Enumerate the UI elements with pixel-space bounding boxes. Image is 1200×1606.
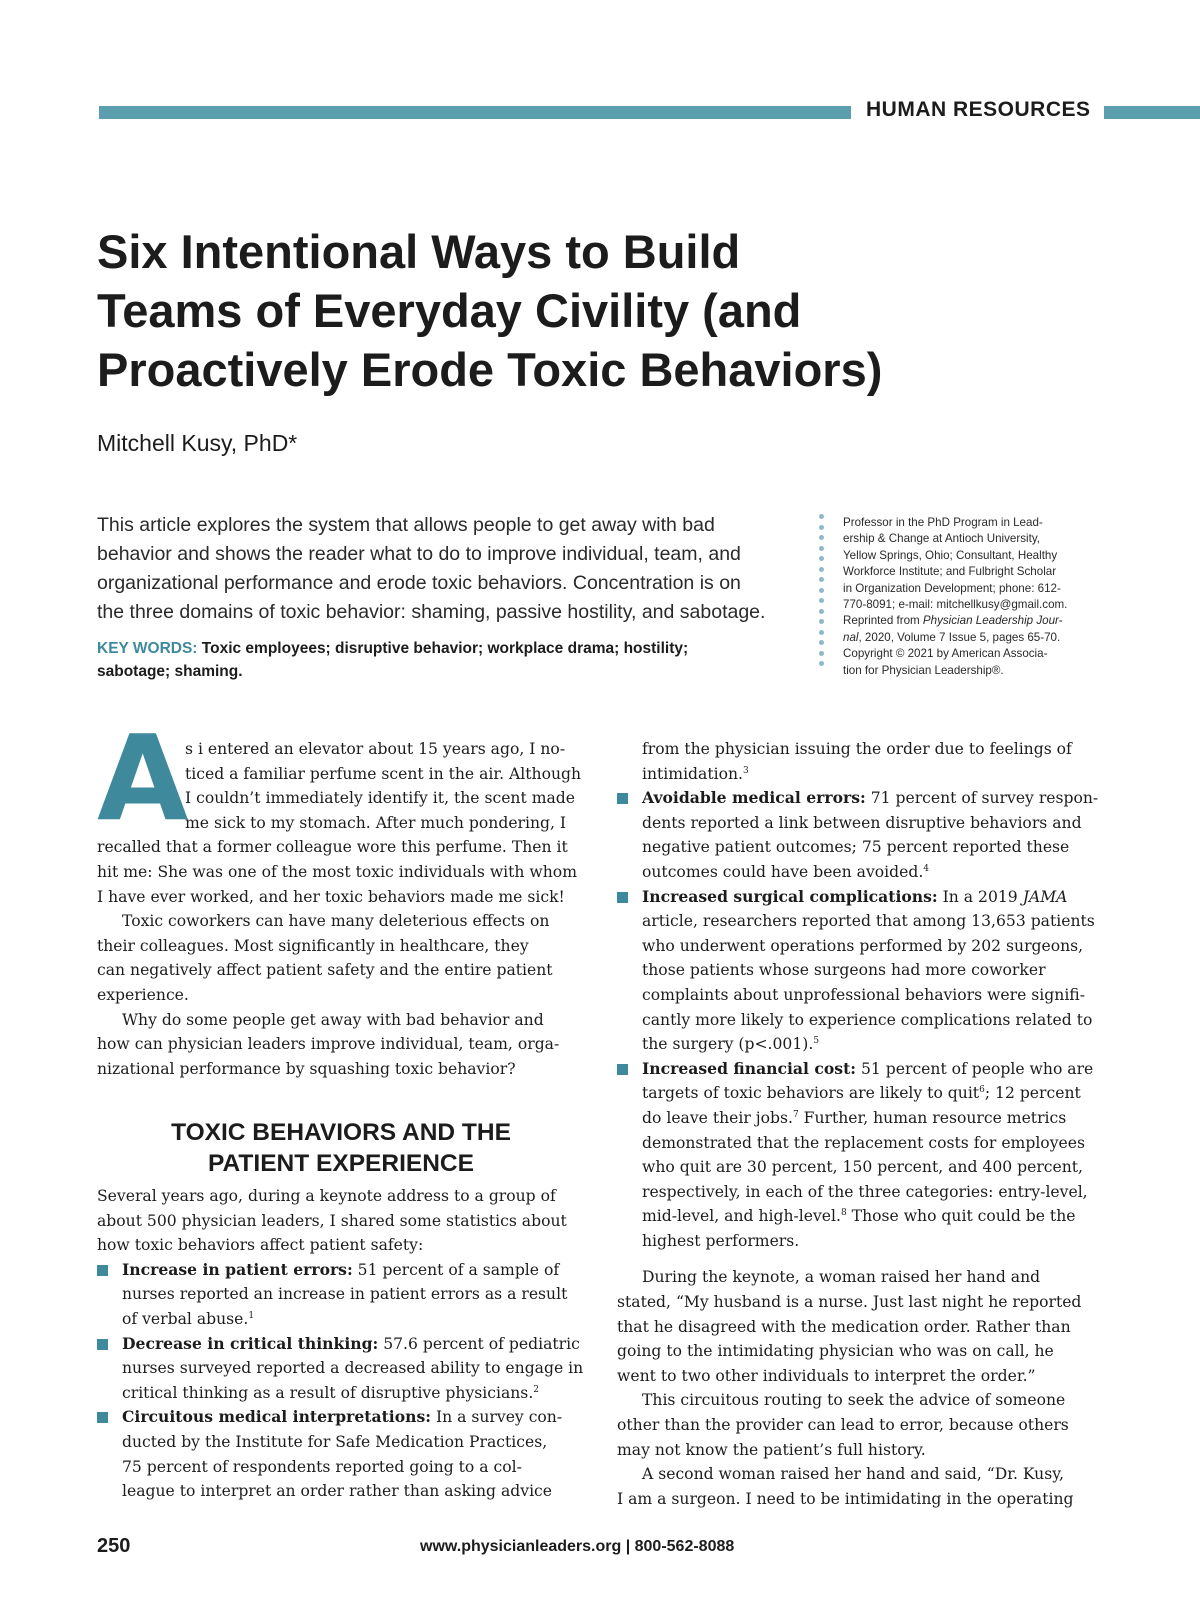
bullet-text: 71 percent of survey respon-: [865, 789, 1099, 808]
body-line: those patients whose surgeons had more coworker: [642, 961, 1046, 980]
bullet-square-icon: [617, 892, 628, 903]
abstract-line: the three domains of toxic behavior: shaming, passive hostility, and sabotage.: [97, 601, 766, 623]
body-line: nizational performance by squashing toxic behavior?: [97, 1059, 516, 1078]
affiliation-line: Workforce Institute; and Fulbright Scholar: [843, 565, 1057, 579]
body-line: how can physician leaders improve individual, team, orga-: [97, 1035, 560, 1054]
title-line: Six Intentional Ways to Build: [97, 225, 741, 278]
body-line: [97, 1307, 585, 1332]
title-line: Teams of Everyday Civility (and: [97, 284, 802, 337]
bullet-square-icon: [97, 1265, 108, 1276]
affiliation-line: [843, 613, 1103, 629]
body-line: from the physician issuing the order due to feelings of: [642, 740, 1072, 758]
body-line: cantly more likely to experience complications related to: [642, 1010, 1093, 1029]
body-line: respectively, in each of the three categories: entry-level,: [642, 1182, 1088, 1201]
bullet-text: critical thinking as a result of disruptive physicians.: [122, 1383, 534, 1402]
body-line: article, researchers reported that among 13,653 patients: [642, 912, 1095, 931]
footnote-ref: 8: [840, 1208, 847, 1219]
section-heading-line: PATIENT EXPERIENCE: [208, 1150, 474, 1177]
journal-name: nal: [843, 630, 859, 644]
body-line: hit me: She was one of the most toxic individuals with whom: [97, 862, 577, 881]
section-label: HUMAN RESOURCES: [866, 98, 1091, 121]
bullet-text: outcomes could have been avoided.: [642, 862, 924, 881]
body-line: ducted by the Institute for Safe Medication Practices,: [122, 1432, 548, 1451]
body-line: nurses reported an increase in patient errors as a result: [122, 1285, 568, 1304]
author-affiliation: [843, 515, 1103, 679]
body-line: [617, 1204, 1104, 1229]
dotted-divider: [819, 514, 825, 674]
body-line: dents reported a link between disruptive behaviors and: [642, 813, 1082, 832]
page-number: 250: [97, 1535, 131, 1557]
bullet-square-icon: [97, 1412, 108, 1423]
affiliation-line: [843, 630, 1103, 646]
bullet-text: mid-level, and high-level.: [642, 1207, 841, 1226]
article-title: [97, 222, 977, 399]
bullet-label: Decrease in critical thinking:: [122, 1333, 379, 1353]
bullet-item: [617, 786, 1104, 811]
bullet-text: 51 percent of people who are: [856, 1059, 1094, 1078]
footer-contact: www.physicianleaders.org | 800-562-8088: [420, 1538, 735, 1555]
footnote-ref: 5: [813, 1036, 820, 1047]
body-line: During the keynote, a woman raised her hand and: [642, 1268, 1041, 1287]
keywords-line: sabotage; shaming.: [97, 663, 243, 680]
bullet-text: ; 12 percent: [984, 1084, 1081, 1103]
bullet-text: targets of toxic behaviors are likely to quit: [642, 1084, 980, 1103]
affiliation-line: in Organization Development; phone: 612-: [843, 581, 1061, 595]
bullet-label: Increase in patient errors:: [122, 1259, 353, 1279]
bullet-item: [617, 885, 1104, 910]
bullet-label: Increased financial cost:: [642, 1058, 857, 1078]
body-line: going to the intimidating physician who was on call, he: [617, 1342, 1054, 1361]
body-line: demonstrated that the replacement costs for employees: [642, 1133, 1085, 1152]
bullet-label: Increased surgical complications:: [642, 886, 938, 906]
footnote-ref: 3: [742, 765, 749, 776]
paragraph-gap: [617, 1253, 1104, 1265]
body-line: Toxic coworkers can have many deleterious effects on: [122, 912, 550, 931]
body-column-right: [617, 737, 1104, 1511]
bullet-text: In a 2019: [937, 887, 1023, 906]
body-line: can negatively affect patient safety and the entire patient: [97, 961, 553, 980]
bullet-text: Further, human resource metrics: [798, 1108, 1067, 1127]
body-line: who underwent operations performed by 202 surgeons,: [642, 936, 1084, 955]
abstract-line: behavior and shows the reader what to do to improve individual, team, and: [97, 543, 741, 565]
footnote-ref: 2: [533, 1384, 540, 1395]
body-line: [97, 1381, 585, 1406]
bullet-text: the surgery (p<.001).: [642, 1035, 814, 1054]
bullet-label: Avoidable medical errors:: [642, 788, 866, 808]
body-line: that he disagreed with the medication order. Rather than: [617, 1317, 1071, 1336]
footnote-ref: 6: [979, 1085, 985, 1096]
keywords-label: KEY WORDS:: [97, 640, 198, 657]
section-heading: [97, 1117, 585, 1179]
body-line: [617, 1081, 1104, 1106]
body-line: I have ever worked, and her toxic behaviors made me sick!: [97, 887, 565, 906]
section-heading-line: TOXIC BEHAVIORS AND THE: [171, 1119, 511, 1146]
author-name: Mitchell Kusy, PhD*: [97, 430, 298, 456]
body-line: This circuitous routing to seek the advice of someone: [642, 1391, 1066, 1410]
bullet-square-icon: [617, 793, 628, 804]
body-column-left-lower: [97, 1184, 585, 1504]
affiliation-line: tion for Physician Leadership®.: [843, 663, 1004, 677]
body-line: [617, 1032, 1104, 1057]
body-line: A second woman raised her hand and said, “Dr. Kusy,: [642, 1465, 1064, 1484]
bullet-text: of verbal abuse.: [122, 1309, 249, 1328]
bullet-item: [97, 1405, 585, 1430]
journal-name: JAMA: [1022, 887, 1068, 906]
body-line: Several years ago, during a keynote address to a group of: [97, 1187, 556, 1205]
affiliation-text: Reprinted from: [843, 614, 923, 628]
body-line: league to interpret an order rather than asking advice: [122, 1482, 553, 1501]
footnote-ref: 7: [792, 1109, 799, 1120]
bullet-square-icon: [617, 1064, 628, 1075]
affiliation-line: Yellow Springs, Ohio; Consultant, Healthy: [843, 548, 1058, 562]
abstract-line: This article explores the system that allows people to get away with bad: [97, 514, 715, 536]
body-line: Why do some people get away with bad behavior and: [122, 1010, 544, 1029]
affiliation-text: , 2020, Volume 7 Issue 5, pages 65-70.: [858, 630, 1061, 644]
body-line: stated, “My husband is a nurse. Just last night he reported: [617, 1293, 1082, 1312]
abstract-line: organizational performance and erode toxic behaviors. Concentration is on: [97, 572, 741, 594]
footnote-ref: 1: [248, 1310, 255, 1321]
bullet-text: intimidation.: [642, 764, 743, 783]
body-line: who quit are 30 percent, 150 percent, and 400 percent,: [642, 1158, 1084, 1177]
title-line: Proactively Erode Toxic Behaviors): [97, 343, 883, 396]
header-rule-right: [1104, 106, 1200, 119]
affiliation-line: ership & Change at Antioch University,: [843, 532, 1040, 546]
body-line: about 500 physician leaders, I shared some statistics about: [97, 1211, 567, 1230]
body-line: [617, 1106, 1104, 1131]
body-line: me sick to my stomach. After much pondering, I: [185, 813, 567, 832]
keywords-line: [97, 637, 817, 660]
body-line: negative patient outcomes; 75 percent reported these: [642, 838, 1070, 857]
journal-name: Physician Leadership Jour-: [922, 614, 1063, 628]
body-line: 75 percent of respondents reported going to a col-: [122, 1457, 522, 1476]
body-line: [617, 860, 1104, 885]
body-line: ticed a familiar perfume scent in the air. Although: [185, 764, 582, 783]
body-line: went to two other individuals to interpret the order.”: [617, 1366, 1036, 1385]
body-line: complaints about unprofessional behaviors were signifi-: [642, 985, 1085, 1004]
body-line: I couldn’t immediately identify it, the scent made: [185, 789, 575, 808]
bullet-text: do leave their jobs.: [642, 1108, 793, 1127]
body-line: how toxic behaviors affect patient safety:: [97, 1236, 424, 1255]
footnote-ref: 4: [923, 863, 930, 874]
affiliation-line: Copyright © 2021 by American Associa-: [843, 647, 1048, 661]
body-line: I am a surgeon. I need to be intimidating in the operating: [617, 1489, 1074, 1508]
bullet-item: [617, 1057, 1104, 1082]
body-line: recalled that a former colleague wore this perfume. Then it: [97, 838, 568, 857]
body-line: nurses surveyed reported a decreased ability to engage in: [122, 1359, 584, 1378]
bullet-text: Those who quit could be the: [846, 1207, 1076, 1226]
drop-cap: A: [97, 709, 189, 847]
body-line: s i entered an elevator about 15 years ago, I no-: [185, 740, 566, 758]
body-column-left: [97, 737, 585, 1081]
abstract: [97, 511, 807, 627]
bullet-square-icon: [97, 1339, 108, 1350]
body-line: [617, 762, 1104, 787]
affiliation-line: 770-8091; e-mail: mitchellkusy@gmail.com.: [843, 598, 1068, 612]
body-line: may not know the patient’s full history.: [617, 1440, 926, 1459]
affiliation-line: Professor in the PhD Program in Lead-: [843, 516, 1043, 529]
bullet-item: [97, 1332, 585, 1357]
body-line: experience.: [97, 985, 189, 1004]
bullet-item: [97, 1258, 585, 1283]
bullet-text: In a survey con-: [431, 1408, 563, 1427]
body-line: their colleagues. Most significantly in healthcare, they: [97, 936, 529, 955]
bullet-label: Circuitous medical interpretations:: [122, 1407, 432, 1427]
keywords: [97, 637, 817, 683]
keywords-text: Toxic employees; disruptive behavior; workplace drama; hostility;: [201, 640, 689, 657]
body-line: highest performers.: [642, 1231, 800, 1250]
bullet-text: 57.6 percent of pediatric: [378, 1334, 580, 1353]
bullet-text: 51 percent of a sample of: [352, 1260, 560, 1279]
body-line: other than the provider can lead to error, because others: [617, 1416, 1069, 1435]
header-rule-left: [99, 106, 851, 119]
